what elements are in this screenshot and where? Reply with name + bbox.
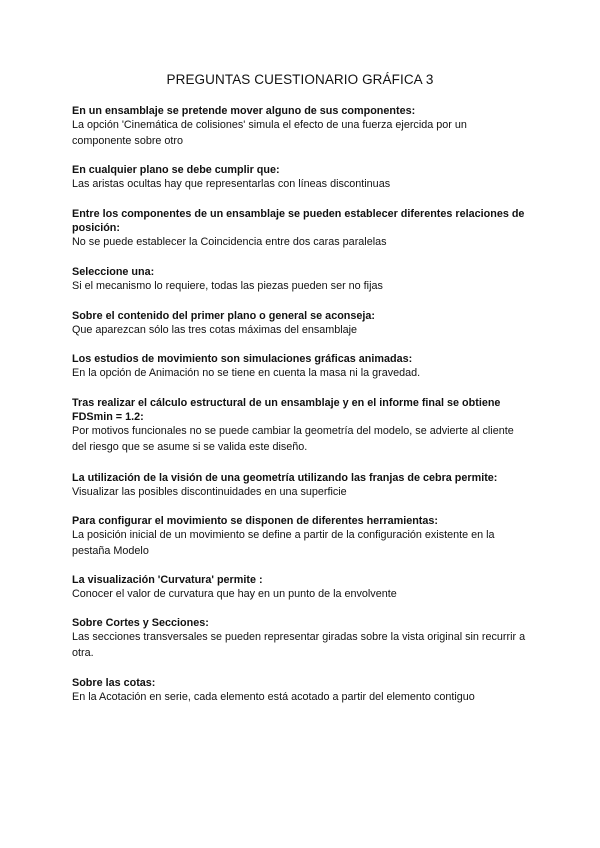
answer-text: Si el mecanismo lo requiere, todas las piezas pueden ser no fijas <box>72 280 383 292</box>
question-text: Los estudios de movimiento son simulaciones gráficas animadas: <box>72 353 413 365</box>
qa-item <box>72 676 528 706</box>
page-title: PREGUNTAS CUESTIONARIO GRÁFICA 3 <box>166 72 434 87</box>
question-text: En cualquier plano se debe cumplir que: <box>72 164 280 176</box>
question-text: Entre los componentes de un ensamblaje se pueden establecer diferentes relaciones de posición: <box>72 208 525 234</box>
answer-text: Las aristas ocultas hay que representarlas con líneas discontinuas <box>72 178 391 190</box>
question-text: En un ensamblaje se pretende mover alguno de sus componentes: <box>72 105 416 117</box>
answer-text: La opción 'Cinemática de colisiones' simula el efecto de una fuerza ejercida por un componente sobre otro <box>72 119 467 147</box>
qa-item <box>72 396 528 455</box>
qa-item <box>72 104 528 149</box>
question-text: Sobre el contenido del primer plano o general se aconseja: <box>72 310 375 322</box>
qa-item <box>72 309 528 339</box>
answer-text: Visualizar las posibles discontinuidades en una superficie <box>72 486 347 498</box>
question-text: Tras realizar el cálculo estructural de un ensamblaje y en el informe final se obtiene FDSmin = 1.2: <box>72 397 501 423</box>
answer-text: Que aparezcan sólo las tres cotas máximas del ensamblaje <box>72 324 358 336</box>
qa-item <box>72 163 528 193</box>
qa-item <box>72 265 528 295</box>
question-text: Sobre Cortes y Secciones: <box>72 617 209 629</box>
question-text: Sobre las cotas: <box>72 677 156 689</box>
qa-item <box>72 573 528 603</box>
qa-item <box>72 471 528 501</box>
qa-item <box>72 616 528 661</box>
qa-item <box>72 207 528 251</box>
answer-text: Las secciones transversales se pueden representar giradas sobre la vista original sin recurrir a otra. <box>72 631 526 659</box>
answer-text: Por motivos funcionales no se puede cambiar la geometría del modelo, se advierte al cliente del riesgo que se asume si se valida este diseño. <box>72 425 514 453</box>
question-text: Para configurar el movimiento se disponen de diferentes herramientas: <box>72 515 438 527</box>
question-text: La utilización de la visión de una geometría utilizando las franjas de cebra permite: <box>72 472 498 484</box>
answer-text: No se puede establecer la Coincidencia entre dos caras paralelas <box>72 236 387 248</box>
question-text: Seleccione una: <box>72 266 155 278</box>
question-text: La visualización 'Curvatura' permite : <box>72 574 263 586</box>
answer-text: La posición inicial de un movimiento se define a partir de la configuración existente en la pestaña Modelo <box>72 529 495 557</box>
answer-text: En la opción de Animación no se tiene en cuenta la masa ni la gravedad. <box>72 367 421 379</box>
answer-text: Conocer el valor de curvatura que hay en un punto de la envolvente <box>72 588 397 600</box>
qa-item <box>72 352 528 382</box>
qa-item <box>72 514 528 559</box>
answer-text: En la Acotación en serie, cada elemento está acotado a partir del elemento contiguo <box>72 691 475 703</box>
